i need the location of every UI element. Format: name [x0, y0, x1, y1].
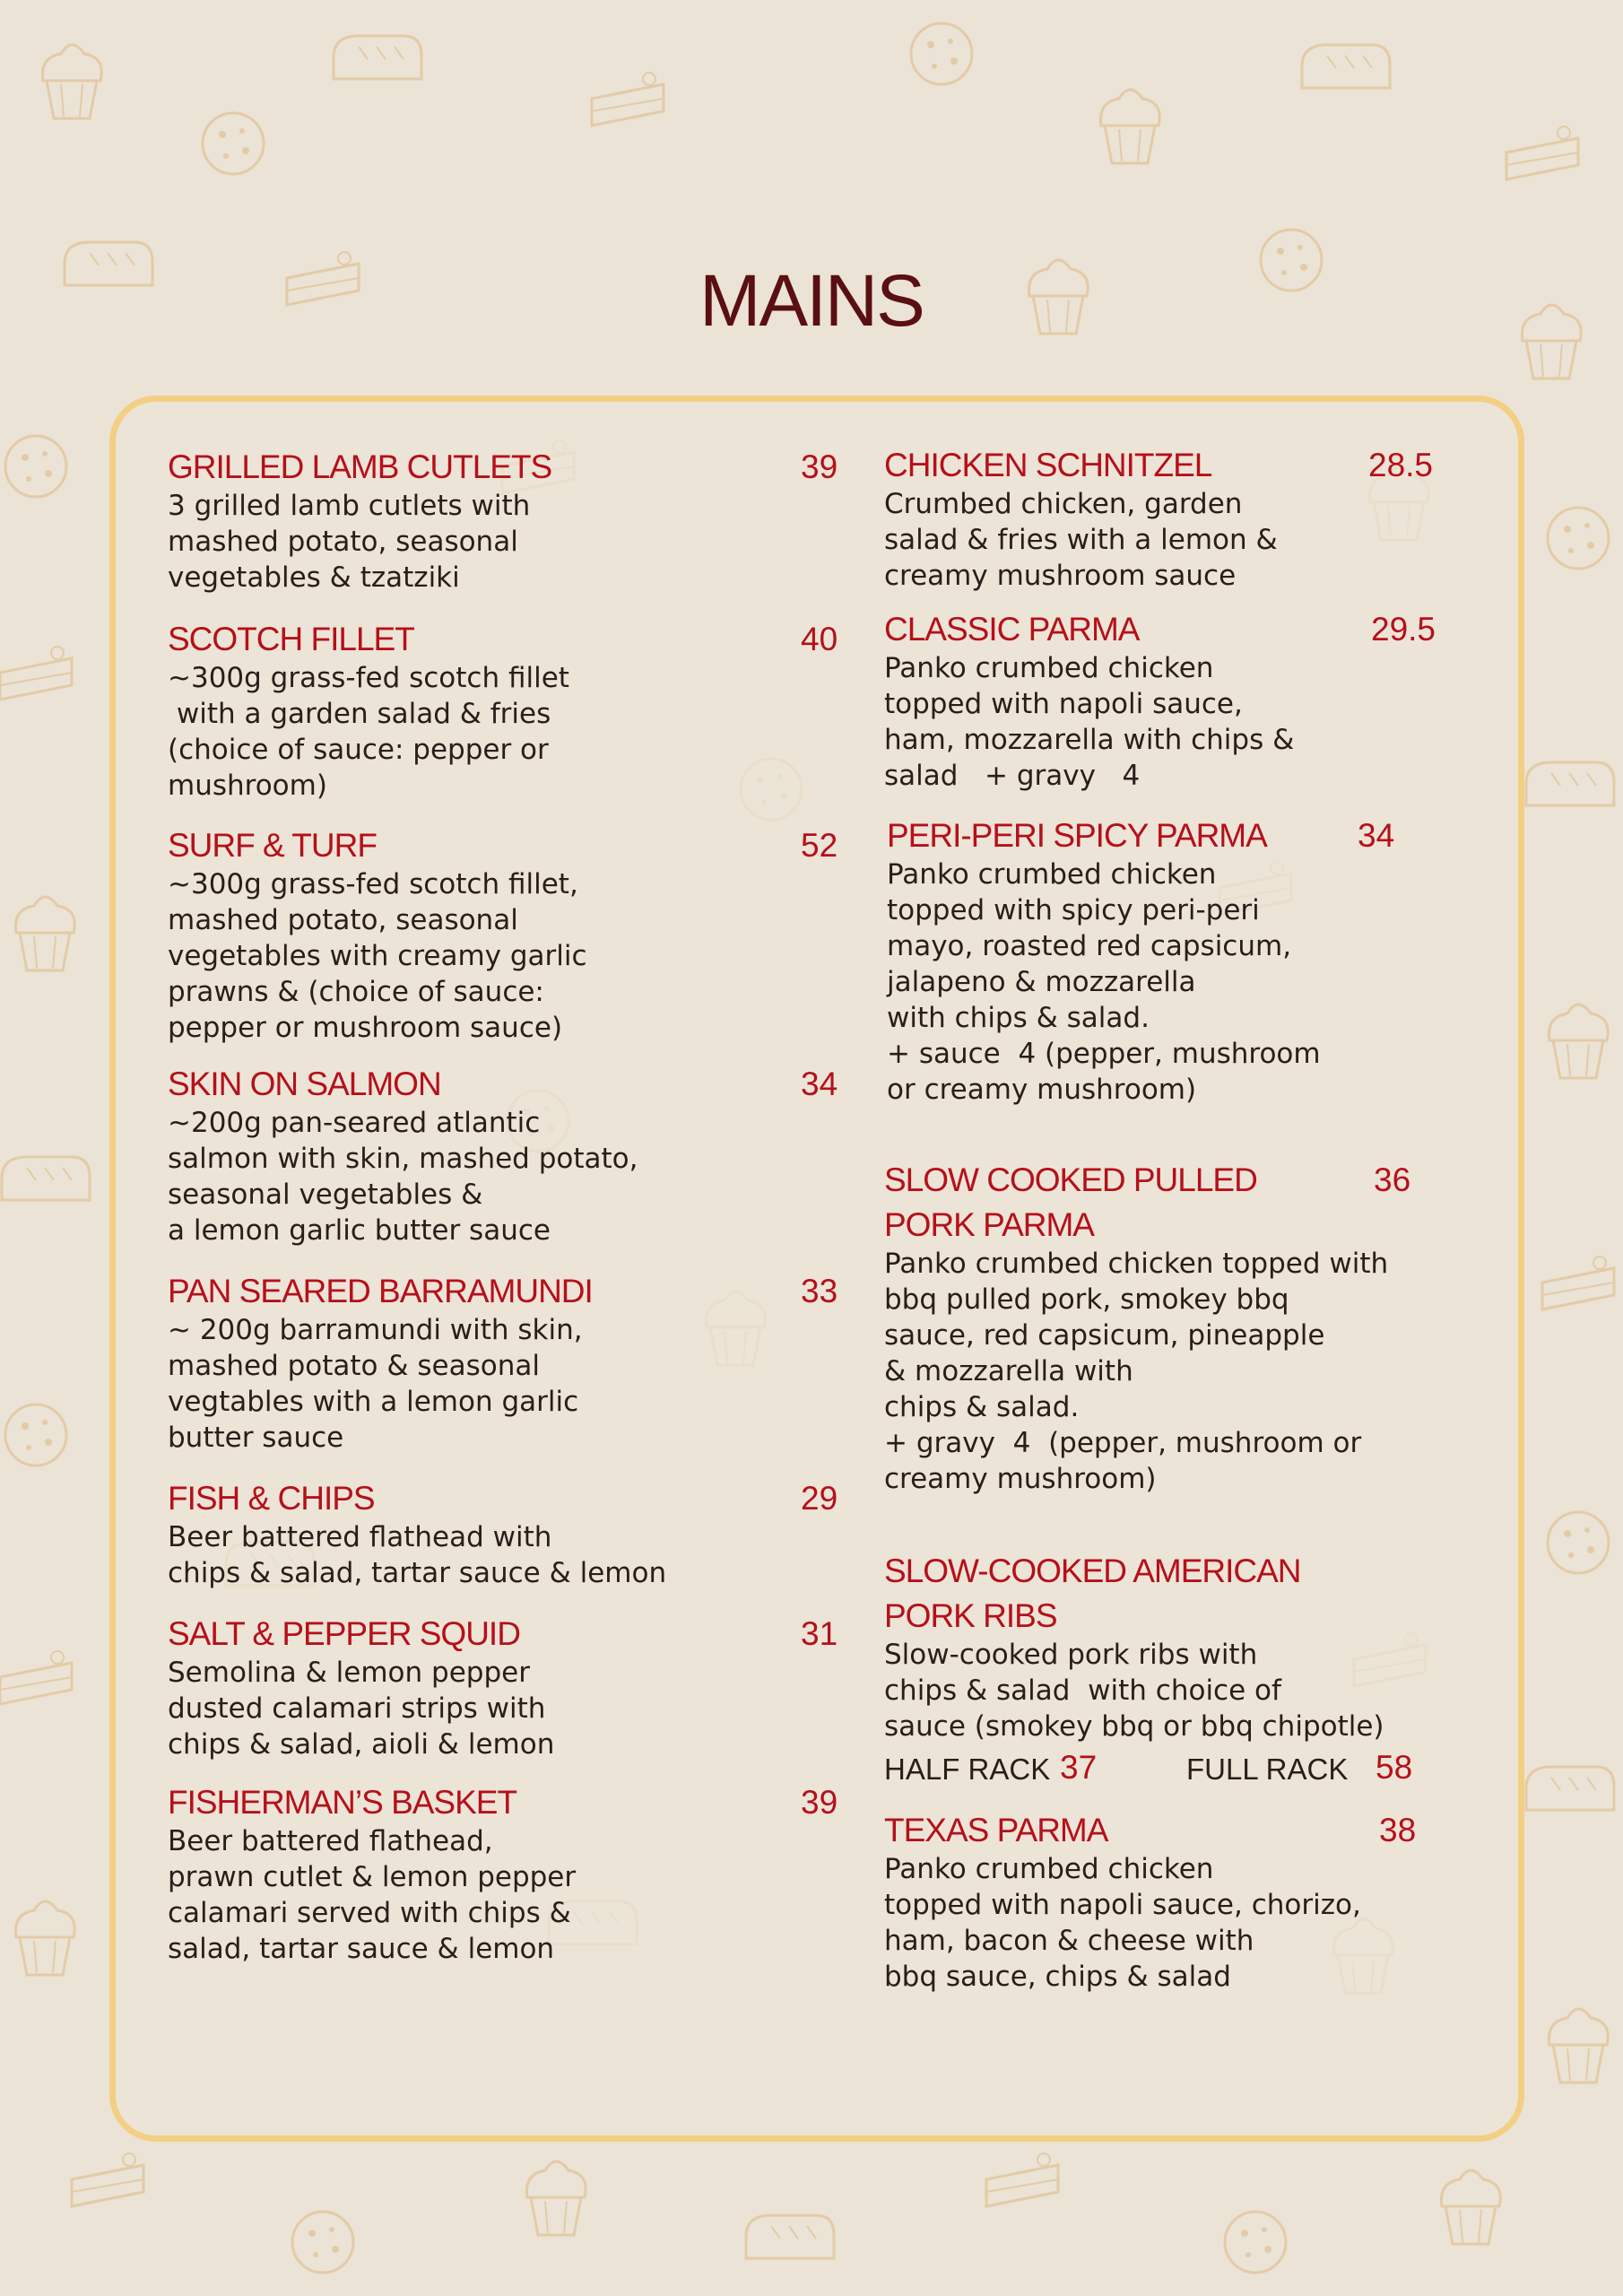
- item-description: ~300g grass-fed scotch fillet with a garden salad & fries (choice of sauce: pepper or mushroom): [168, 662, 569, 802]
- item-description: Beer battered flathead, prawn cutlet & lemon pepper calamari served with chips & salad, tartar sauce & lemon: [168, 1825, 577, 1965]
- item-price: 38: [1379, 1812, 1417, 1848]
- item-description: ~ 200g barramundi with skin, mashed potato & seasonal vegtables with a lemon garlic butter sauce: [168, 1314, 583, 1454]
- menu-panel: [109, 396, 1524, 2142]
- item-name: SLOW COOKED PULLED PORK PARMA: [884, 1161, 1257, 1243]
- item-name: FISHERMAN’S BASKET: [168, 1784, 517, 1821]
- item-description: 3 grilled lamb cutlets with mashed potato, seasonal vegetables & tzatziki: [168, 490, 531, 594]
- item-price: 40: [801, 621, 838, 657]
- item-description: Panko crumbed chicken topped with napoli sauce, ham, mozzarella with chips & salad + gravy 4: [884, 652, 1295, 792]
- item-price: 29.5: [1371, 611, 1436, 648]
- page-title: MAINS: [699, 260, 924, 342]
- item-price: 39: [801, 448, 838, 485]
- item-price: 31: [801, 1615, 838, 1652]
- item-price: 33: [801, 1273, 838, 1309]
- item-description: Crumbed chicken, garden salad & fries with a lemon & creamy mushroom sauce: [884, 488, 1278, 592]
- item-price: 34: [1358, 817, 1395, 854]
- item-description: Beer battered flathead with chips & salad, tartar sauce & lemon: [168, 1521, 667, 1589]
- item-price: 29: [801, 1480, 838, 1517]
- full-rack-price: 58: [1376, 1749, 1413, 1786]
- item-name: SURF & TURF: [168, 827, 377, 864]
- item-price: 28.5: [1368, 447, 1434, 483]
- item-description: Semolina & lemon pepper dusted calamari strips with chips & salad, aioli & lemon: [168, 1657, 555, 1761]
- item-description: ~200g pan-seared atlantic salmon with skin, mashed potato, seasonal vegetables & a lemon garlic butter sauce: [168, 1107, 638, 1247]
- item-name: SALT & PEPPER SQUID: [168, 1615, 520, 1652]
- half-rack-price: 37: [1060, 1749, 1098, 1786]
- item-description: Slow-cooked pork ribs with chips & salad with choice of sauce (smokey bbq or bbq chipotle): [884, 1639, 1384, 1743]
- item-name: PAN SEARED BARRAMUNDI: [168, 1273, 593, 1309]
- item-price: 39: [801, 1784, 838, 1821]
- item-name: FISH & CHIPS: [168, 1480, 375, 1517]
- item-name: CLASSIC PARMA: [884, 611, 1140, 648]
- item-name: TEXAS PARMA: [884, 1812, 1108, 1848]
- item-price: 52: [801, 827, 838, 864]
- item-description: Panko crumbed chicken topped with napoli sauce, chorizo, ham, bacon & cheese with bbq sauce, chips & salad: [884, 1853, 1361, 1993]
- item-name: CHICKEN SCHNITZEL: [884, 447, 1212, 483]
- half-rack-label: HALF RACK: [884, 1752, 1051, 1786]
- item-description: Panko crumbed chicken topped with bbq pulled pork, smokey bbq sauce, red capsicum, pineapple & mozzarella with chips & salad. + gravy 4 (pepper, mushroom or creamy mushroom): [884, 1248, 1389, 1495]
- full-rack-label: FULL RACK: [1186, 1752, 1349, 1786]
- item-description: Panko crumbed chicken topped with spicy peri-peri mayo, roasted red capsicum, jalapeno & mozzarella with chips & salad. + sauce 4 (pepper, mushroom or creamy mushroom): [887, 858, 1321, 1106]
- item-name: GRILLED LAMB CUTLETS: [168, 448, 552, 485]
- item-description: ~300g grass-fed scotch fillet, mashed potato, seasonal vegetables with creamy garlic prawns & (choice of sauce: pepper or mushroom sauce): [168, 868, 587, 1044]
- item-name: PERI-PERI SPICY PARMA: [887, 817, 1267, 854]
- item-name: SKIN ON SALMON: [168, 1065, 441, 1102]
- item-price: 34: [801, 1065, 838, 1102]
- item-price: 36: [1374, 1161, 1411, 1198]
- item-name: SLOW-COOKED AMERICAN PORK RIBS: [884, 1552, 1301, 1634]
- item-name: SCOTCH FILLET: [168, 621, 414, 657]
